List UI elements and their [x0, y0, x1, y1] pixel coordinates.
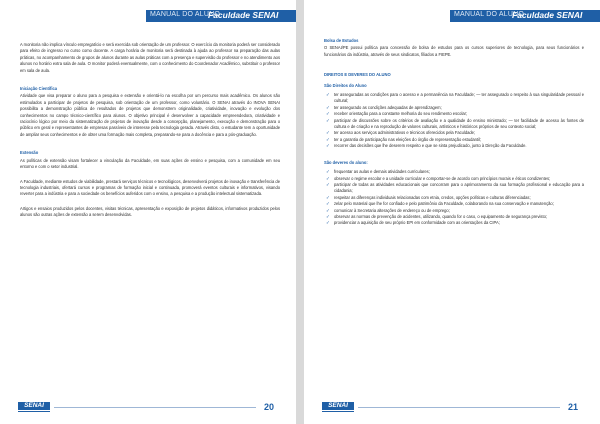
senai-logo-mark: SENAI — [18, 402, 50, 410]
senai-logo-mark: SENAI — [322, 402, 354, 410]
extensao-paragraph: As políticas de extensão visam fortalecer a vinculação da Faculdade, em suas ações de ensino e pesquisa, com a comunidade em seu entorno e com o setor industrial. — [20, 157, 280, 170]
list-item — [324, 143, 584, 149]
check-icon: ✓ — [326, 104, 330, 110]
list-item-text: frequentar as aulas e demais atividades curriculares; — [334, 169, 430, 175]
page-body — [324, 38, 584, 227]
list-item-text: recorrer das decisões que lhe deserem respeito e que se sinta prejudicado, junto à Direção da Faculdade. — [334, 143, 527, 149]
page-body — [20, 42, 280, 224]
deveres-list — [324, 169, 584, 227]
list-item-text: receber orientação para a constante melhoria do seu rendimento escolar; — [334, 111, 468, 117]
list-item-text: ter asseguradas as condições para o acesso e a permanência na Faculdade; — ter assegurado o respeito à sua singularidade pessoal e cultural; — [334, 92, 584, 104]
monitoria-paragraph: A monitoria não implica vínculo empregatício e será exercida sob orientação de um professor. O exercício da monitoria poderá ser considerado para efeito de ingresso no curso como docente. A carga horária de monitoria será destinada à ajuda ao professor na preparação das aulas práticas, no acompanhamento de grupos de alunos durante as aulas práticas com a presença e supervisão do professor e no atendimento aos alunos no horário extra sala de aula. O monitor poderá eventualmente, com o conhecimento do Coordenador Acadêmico, substituir o professor em sala de aula. — [20, 42, 280, 73]
check-icon: ✓ — [326, 181, 330, 187]
page-left — [0, 0, 296, 424]
list-item-text: participar de todas as atividades educacionais que concorram para o aprimoramento da sua formação profissional e educação para a cidadania; — [334, 181, 584, 194]
check-icon: ✓ — [326, 92, 330, 98]
list-item — [324, 220, 584, 226]
check-icon: ✓ — [326, 111, 330, 117]
check-icon: ✓ — [326, 136, 330, 142]
parceria-paragraph: A Faculdade, mediante estudos de viabilidade, prestará serviços técnicos e tecnológicos, desenvolverá projetos de inovação e transferência de tecnologia industriais, ofertará cursos e programas de formação inicial e continuada, promoverá eventos culturais e informativos, visando reverter para a indústria e para a sociedade os benefícios auferidos com o ensino, a pesquisa e a produção intelectual sistematizada. — [20, 178, 280, 197]
direitos-deveres-heading: DIREITOS E DEVERES DO ALUNO — [324, 72, 391, 78]
list-item-text: zelar pelo material que lhe for confiado e pelo patrimônio da Faculdade, colaborando na sua conservação e manutenção; — [334, 201, 554, 207]
page-right — [304, 0, 600, 424]
list-item-text: ter assegurado as condições adequadas de aprendizagem; — [334, 104, 442, 110]
direitos-subheading: São Direitos do Aluno — [324, 82, 367, 88]
extensao-heading: Extensão — [20, 150, 39, 156]
page-number: 20 — [263, 402, 274, 412]
faculdade-logo-text: Faculdade SENAI — [208, 10, 279, 20]
faculdade-logo-text: Faculdade SENAI — [512, 10, 583, 20]
bolsa-paragraph: O SENAI/PE possui política para concessão de bolsa de estudos para os cursos superiores de tecnologia, para seus funcionários e funcionários da indústria, através de seus sindicatos, filiados a FIEPE. — [324, 45, 584, 57]
footer-rule — [54, 407, 256, 408]
list-item-text: comunicar à Secretaria alterações de endereço ou de emprego; — [334, 207, 450, 213]
check-icon: ✓ — [326, 169, 330, 175]
iniciacao-paragraph: Atividade que visa preparar o aluno para a pesquisa e extensão e orientá-lo na escolha por um percurso mais acadêmico. Os alunos são estimulados a participar de projetos de pesquisa, sob orientação de um professor, como voluntário. O SENAI através do INOVA SENAI possibilita a demonstração pública de resultados de projetos que demonstrem originalidade, criatividade, inovação e evolução dos conhecimentos no campo técnico-científico para alunos. O objetivo principal é desenvolver a capacidade empreendedora, criatividade e raciocínio lógico por meio da sistematização de projetos de inovação desde a concepção, planejamento, execução e demonstração para o público em geral e representantes de empresas passíveis de interesse pela tecnologia gerada. Através disto, o estudante tem a oportunidade de ampliar seus conhecimentos e de obter uma formação mais completa, preparando-se para a docência e para a pós-graduação. — [20, 93, 280, 137]
deveres-subheading: São deveres do aluno: — [324, 159, 368, 165]
header-banner — [450, 10, 600, 22]
list-item — [324, 118, 584, 131]
logo-underline — [18, 411, 50, 412]
bolsa-heading: Bolsa de Estudos — [324, 38, 359, 43]
iniciacao-heading: Iniciação Científica — [20, 86, 58, 92]
manual-title: MANUAL DO ALUNO — [454, 11, 525, 18]
senai-logo — [322, 402, 354, 414]
check-icon: ✓ — [326, 207, 330, 213]
list-item-text: providenciar a aquisição de seu próprio EPI em conformidade com as orientações da CIPA; — [334, 220, 500, 226]
check-icon: ✓ — [326, 130, 330, 136]
check-icon: ✓ — [326, 143, 330, 149]
check-icon: ✓ — [326, 194, 330, 200]
list-item-text: participar de discussões sobre os critérios de avaliação e a qualidade do ensino ministrado; — ter facilidade de acesso às fontes de cultura e de criação e na reprodução de valores culturais, artísticos e históricos próprios de seu contexto social; — [334, 117, 584, 130]
logo-underline — [322, 411, 354, 412]
header-banner — [146, 10, 296, 22]
footer-rule — [358, 407, 560, 408]
list-item — [324, 182, 584, 195]
check-icon: ✓ — [326, 175, 330, 181]
manual-title: MANUAL DO ALUNO — [150, 11, 221, 18]
check-icon: ✓ — [326, 117, 330, 123]
list-item — [324, 92, 584, 105]
artigos-paragraph: Artigos e ensaios produzidos pelos docentes, visitas técnicas, apresentação e exposição de projetos didáticos, informativos produzidos pelos alunos são outras ações de extensão a serem desenvolvidas. — [20, 205, 280, 218]
page-number: 21 — [567, 402, 578, 412]
direitos-list — [324, 92, 584, 150]
list-item-text: observar as normas de prevenção de acidentes, utilizando, quando for o caso, o equipamento de segurança previsto; — [334, 213, 548, 219]
list-item-text: respeitar as diferenças individuais relacionadas com etnia, credos, opções políticas e culturas diferenciadas; — [334, 194, 531, 200]
list-item-text: ter a garantia de participação nas eleições do órgão de representação estudantil; — [334, 136, 482, 142]
senai-logo — [18, 402, 50, 414]
check-icon: ✓ — [326, 220, 330, 226]
list-item-text: observar o regime escolar e a unidade curricular e comportar-se de acordo com princípios morais e éticos condizentes; — [334, 175, 551, 181]
check-icon: ✓ — [326, 201, 330, 207]
check-icon: ✓ — [326, 213, 330, 219]
list-item-text: ter acesso aos serviços administrativos e técnicos oferecidos pela Faculdade; — [334, 130, 476, 136]
